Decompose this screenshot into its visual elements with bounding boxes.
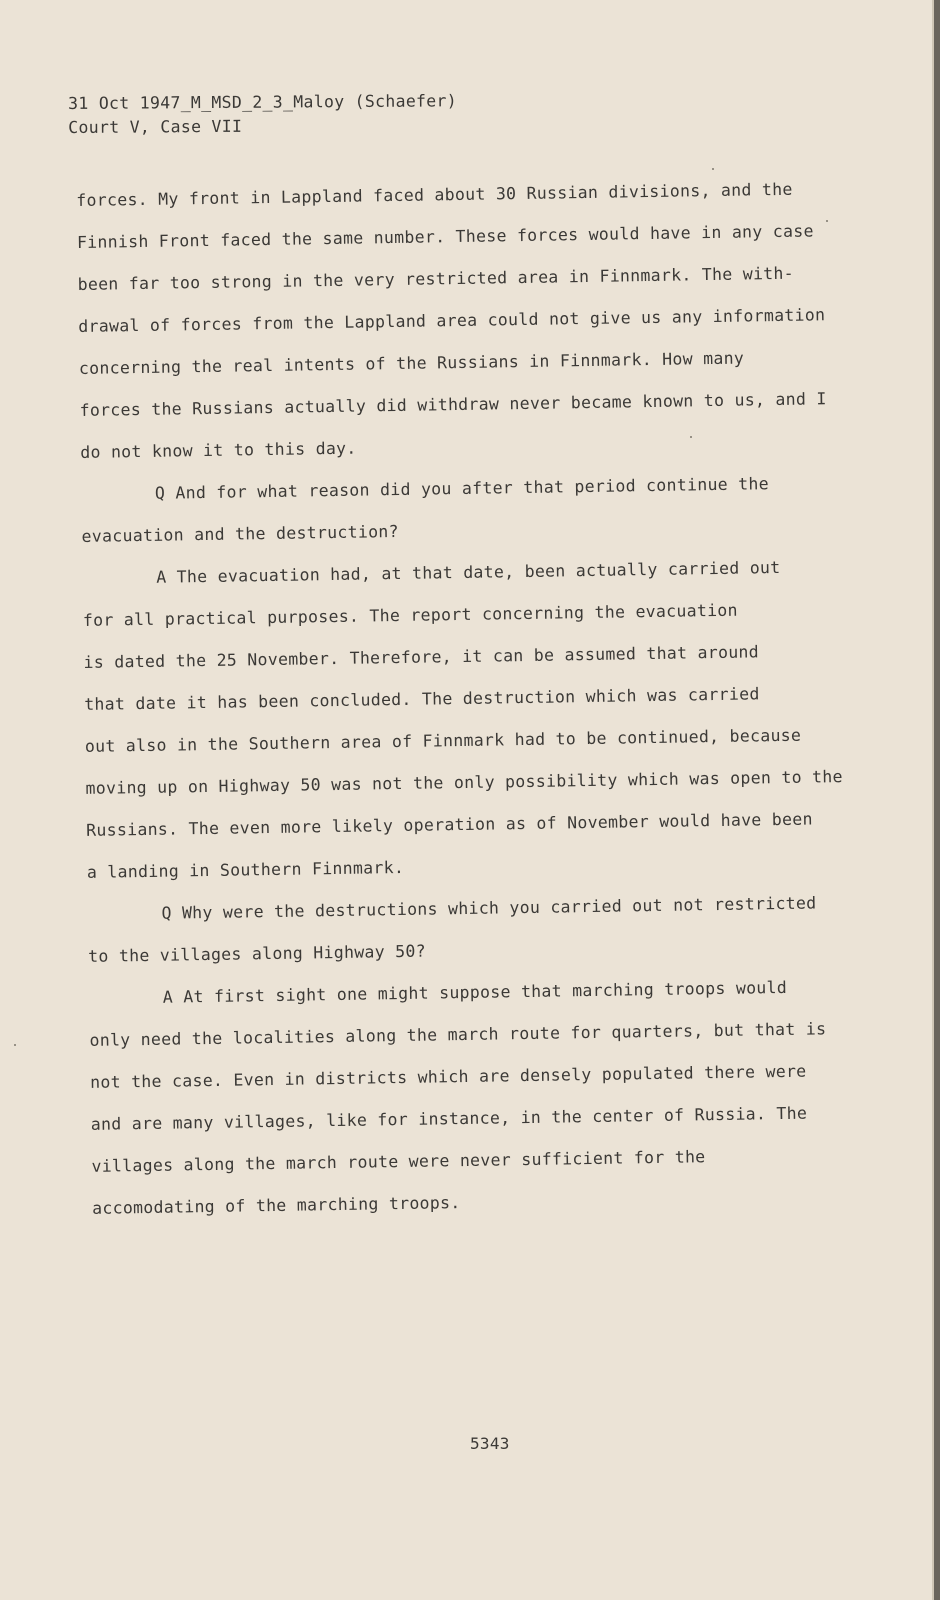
text-line: been far too strong in the very restricted area in Finnmark. The with- [77,263,795,294]
text-line: concerning the real intents of the Russians in Finnmark. How many [78,348,745,378]
document-header [68,89,457,140]
header-date-reference: 31 Oct 1947_M_MSD_2_3_Maloy (Schaefer) [68,91,458,113]
text-line: is dated the 25 November. Therefore, it can be assumed that around [83,642,760,672]
text-line: evacuation and the destruction? [81,521,399,546]
text-line: not the case. Even in districts which are densely populated there were [90,1061,807,1092]
text-line: forces the Russians actually did withdraw never became known to us, and I [79,389,827,420]
text-line: drawal of forces from the Lappland area could not give us any information [78,305,826,336]
text-line: Russians. The even more likely operation as of November would have been [86,809,813,840]
text-line: that date it has been concluded. The destruction which was carried [84,684,760,714]
page-number: 5343 [470,1434,510,1453]
paper-speck [14,1044,16,1046]
text-line: out also in the Southern area of Finnmark had to be continued, because [84,725,802,756]
answer-line: A The evacuation had, at that date, been actually carried out [156,557,781,587]
text-line: do not know it to this day. [80,438,357,462]
paper-speck [690,436,692,438]
text-line: villages along the march route were never sufficient for the [91,1147,706,1176]
text-line: forces. My front in Lappland faced about 30 Russian divisions, and the [76,179,793,210]
text-line: moving up on Highway 50 was not the only possibility which was open to the [85,767,843,798]
answer-line: A At first sight one might suppose that marching troops would [162,977,788,1007]
paper-speck [712,168,714,170]
header-court-case: Court V, Case VII [68,116,243,137]
paper-speck [826,220,828,222]
text-line: Finnish Front faced the same number. These forces would have in any case [76,221,814,252]
scan-edge [934,0,940,1600]
text-line: to the villages along Highway 50? [88,941,427,966]
text-line: a landing in Southern Finnmark. [86,857,405,882]
text-line: only need the localities along the march route for quarters, but that is [89,1019,827,1050]
text-line: accomodating of the marching troops. [92,1193,461,1218]
text-line: and are many villages, like for instance, in the center of Russia. The [90,1103,808,1134]
question-line: Q Why were the destructions which you carried out not restricted [161,893,817,923]
text-line: for all practical purposes. The report concerning the evacuation [82,600,738,630]
testimony-body [76,168,862,1230]
question-line: Q And for what reason did you after that period continue the [154,474,770,503]
